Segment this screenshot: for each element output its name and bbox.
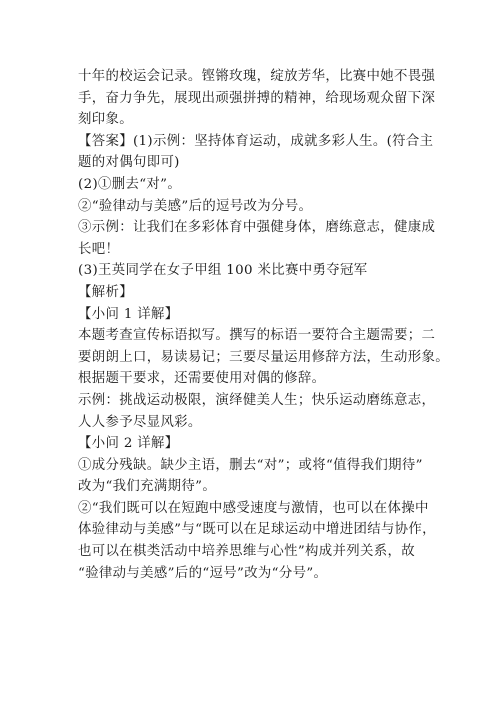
text-line: 要朗朗上口，易读易记；三要尽量运用修辞方法，生动形象。 [78, 349, 449, 365]
text-line: 也可以在棋类活动中培养思维与心性”构成并列关系，故 [78, 544, 415, 560]
text-line: 手，奋力争先，展现出顽强拼搏的精神，给现场观众留下深 [78, 90, 436, 106]
text-line: 体验律动与美感”与“既可以在足球运动中增进团结与协作， [78, 522, 436, 538]
text-line: ②“验律动与美感”后的逗号改为分号。 [78, 198, 313, 214]
analysis-heading: 【解析】 [78, 284, 133, 300]
text-line: 人人参予尽显风彩。 [78, 414, 202, 430]
document-page [78, 66, 449, 584]
subquestion-2-heading: 【小问 2 详解】 [78, 436, 179, 452]
text-line: 根据题干要求，还需要使用对偶的修辞。 [78, 371, 326, 387]
subquestion-1-heading: 【小问 1 详解】 [78, 306, 179, 322]
text-line: ②“我们既可以在短跑中感受速度与激情，也可以在体操中 [78, 500, 429, 516]
text-line: 刻印象。 [78, 112, 133, 128]
text-line: 十年的校运会记录。铿锵玫瑰，绽放芳华，比赛中她不畏强 [78, 69, 436, 84]
text-line: ①成分残缺。缺少主语，删去“对”；或将“值得我们期待” [78, 457, 423, 473]
text-line: 本题考查宣传标语拟写。撰写的标语一要符合主题需要；二 [78, 328, 436, 344]
answer-heading-line: 【答案】(1)示例：坚持体育运动，成就多彩人生。(符合主 [78, 133, 434, 149]
text-line: (2)①删去“对”。 [78, 176, 182, 192]
text-line: ③示例：让我们在多彩体育中强健身体，磨练意志，健康成 [78, 220, 436, 236]
text-line: “验律动与美感”后的“逗号”改为“分号”。 [78, 565, 328, 581]
text-line: 长吧！ [78, 241, 120, 257]
text-line: (3)王英同学在女子甲组 100 米比赛中勇夺冠军 [78, 263, 368, 279]
text-line: 改为“我们充满期待”。 [78, 479, 217, 495]
text-line: 题的对偶句即可) [78, 155, 180, 171]
text-line: 示例：挑战运动极限，演绎健美人生；快乐运动磨练意志， [78, 392, 436, 408]
